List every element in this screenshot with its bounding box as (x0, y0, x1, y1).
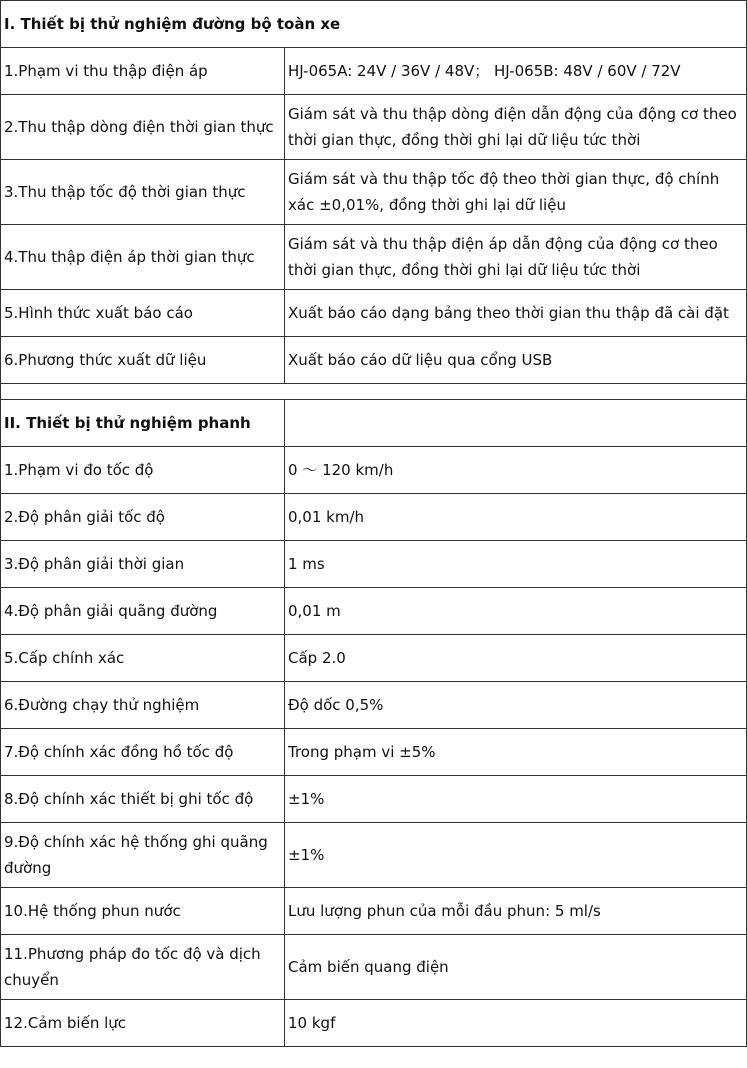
table-row (1, 635, 747, 682)
row-label: 3.Độ phân giải thời gian (1, 541, 285, 588)
row-value: 10 kgf (285, 1000, 747, 1047)
section-header-road-test (1, 1, 747, 48)
row-label: 6.Đường chạy thử nghiệm (1, 682, 285, 729)
row-label: 9.Độ chính xác hệ thống ghi quãng đường (1, 823, 285, 888)
row-value: Độ dốc 0,5% (285, 682, 747, 729)
row-label: 5.Hình thức xuất báo cáo (1, 290, 285, 337)
row-value: 0 ～ 120 km/h (285, 447, 747, 494)
row-value: ±1% (285, 823, 747, 888)
table-row (1, 290, 747, 337)
table-row (1, 1000, 747, 1047)
table-row (1, 48, 747, 95)
table-row (1, 888, 747, 935)
section-title: II. Thiết bị thử nghiệm phanh (1, 400, 285, 447)
row-value: Giám sát và thu thập dòng điện dẫn động của động cơ theo thời gian thực, đồng thời ghi lại dữ liệu tức thời (285, 95, 747, 160)
section-title: I. Thiết bị thử nghiệm đường bộ toàn xe (1, 1, 747, 48)
row-label: 10.Hệ thống phun nước (1, 888, 285, 935)
row-label: 2.Thu thập dòng điện thời gian thực (1, 95, 285, 160)
table-row (1, 776, 747, 823)
empty-cell (285, 400, 747, 447)
row-label: 8.Độ chính xác thiết bị ghi tốc độ (1, 776, 285, 823)
table-row (1, 682, 747, 729)
spacer-cell (1, 384, 747, 400)
row-label: 6.Phương thức xuất dữ liệu (1, 337, 285, 384)
row-label: 4.Thu thập điện áp thời gian thực (1, 225, 285, 290)
row-label: 4.Độ phân giải quãng đường (1, 588, 285, 635)
table-row (1, 541, 747, 588)
row-value: 0,01 km/h (285, 494, 747, 541)
table-row (1, 729, 747, 776)
table-row (1, 337, 747, 384)
table-row (1, 823, 747, 888)
row-label: 2.Độ phân giải tốc độ (1, 494, 285, 541)
table-row (1, 95, 747, 160)
row-label: 12.Cảm biến lực (1, 1000, 285, 1047)
row-label: 1.Phạm vi thu thập điện áp (1, 48, 285, 95)
table-row (1, 160, 747, 225)
section-header-brake-test (1, 400, 747, 447)
row-value: Cảm biến quang điện (285, 935, 747, 1000)
table-row (1, 494, 747, 541)
row-value: HJ-065A: 24V / 36V / 48V； HJ-065B: 48V / 60V / 72V (285, 48, 747, 95)
row-value: ±1% (285, 776, 747, 823)
row-label: 7.Độ chính xác đồng hồ tốc độ (1, 729, 285, 776)
row-label: 5.Cấp chính xác (1, 635, 285, 682)
row-value: Giám sát và thu thập điện áp dẫn động của động cơ theo thời gian thực, đồng thời ghi lại dữ liệu tức thời (285, 225, 747, 290)
row-label: 3.Thu thập tốc độ thời gian thực (1, 160, 285, 225)
row-label: 1.Phạm vi đo tốc độ (1, 447, 285, 494)
row-label: 11.Phương pháp đo tốc độ và dịch chuyển (1, 935, 285, 1000)
table-row (1, 588, 747, 635)
row-value: Lưu lượng phun của mỗi đầu phun: 5 ml/s (285, 888, 747, 935)
table-row (1, 935, 747, 1000)
row-value: Xuất báo cáo dữ liệu qua cổng USB (285, 337, 747, 384)
spacer-row (1, 384, 747, 400)
row-value: Trong phạm vi ±5% (285, 729, 747, 776)
table-row (1, 447, 747, 494)
row-value: Xuất báo cáo dạng bảng theo thời gian thu thập đã cài đặt (285, 290, 747, 337)
table-row (1, 225, 747, 290)
row-value: 0,01 m (285, 588, 747, 635)
row-value: 1 ms (285, 541, 747, 588)
row-value: Cấp 2.0 (285, 635, 747, 682)
row-value: Giám sát và thu thập tốc độ theo thời gian thực, độ chính xác ±0,01%, đồng thời ghi lại dữ liệu (285, 160, 747, 225)
